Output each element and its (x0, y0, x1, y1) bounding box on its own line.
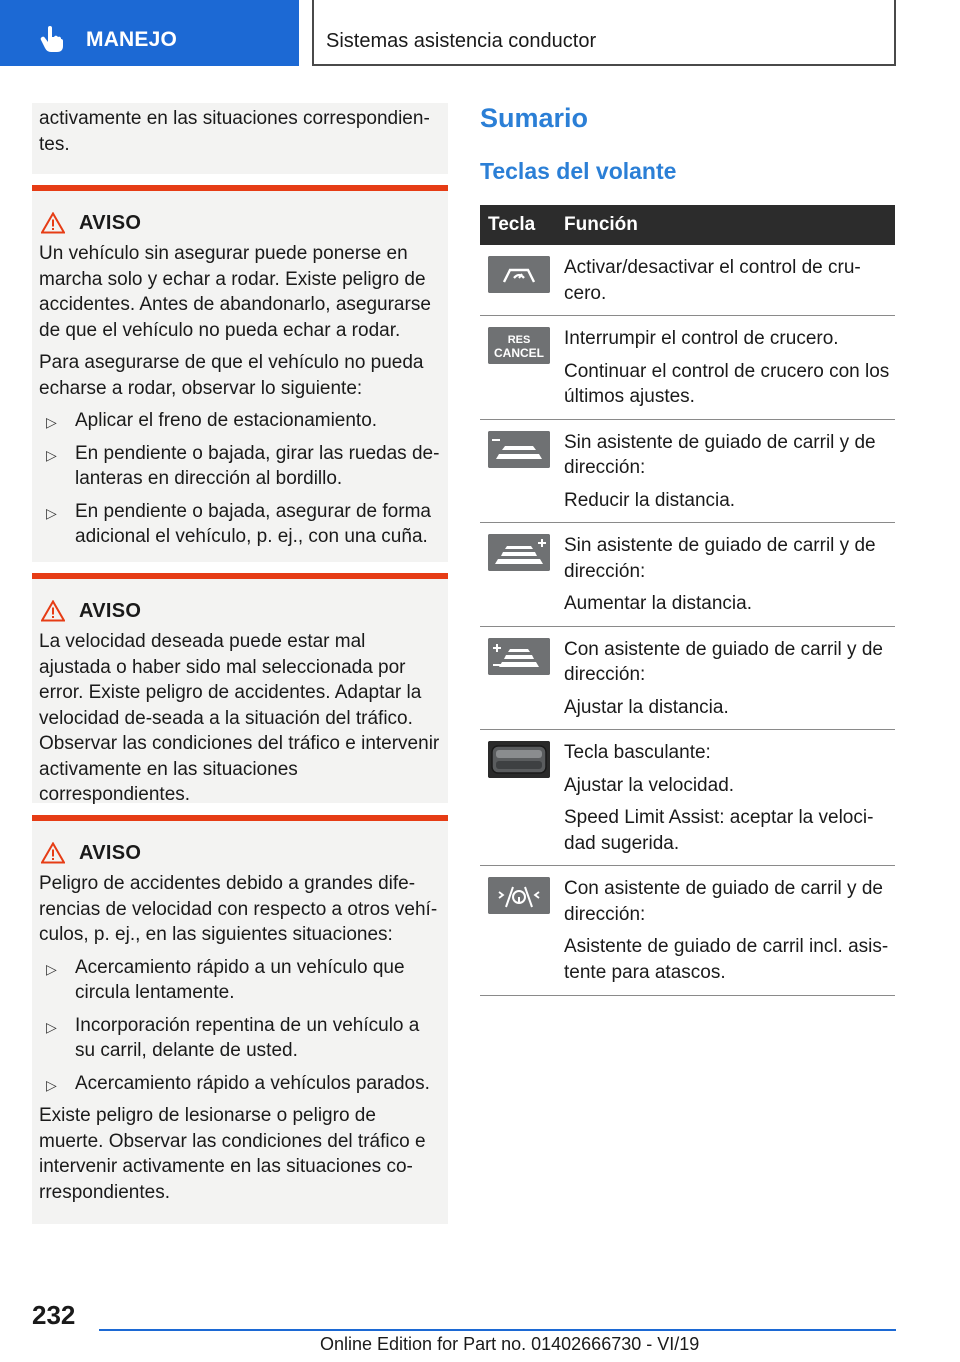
function-text: Con asistente de guiado de carril y de dirección: (564, 638, 883, 685)
list-item: ▷ Acercamiento rápido a vehículos parados. (39, 1071, 440, 1097)
warning-text: Existe peligro de lesionarse o peligro de muerte. Observar las condiciones del tráfico e intervenir activamente en las situaciones co-rrespondientes. (39, 1105, 426, 1203)
triangle-bullet-icon: ▷ (46, 414, 57, 430)
triangle-bullet-icon: ▷ (46, 1018, 57, 1035)
triangle-bullet-icon: ▷ (46, 1076, 57, 1093)
continued-text: activamente en las situaciones correspondien-tes. (39, 108, 430, 155)
bullet-list (39, 408, 440, 550)
warning-box-1 (32, 185, 448, 562)
continued-text-box (32, 103, 448, 174)
triangle-bullet-icon: ▷ (46, 504, 57, 521)
function-text: Ajustar la velocidad. (564, 774, 735, 796)
svg-text:RES: RES (507, 334, 531, 346)
list-item: ▷ En pendiente o bajada, girar las ruedas de-lanteras en dirección al bordillo. (46, 442, 440, 489)
warning-box-2 (32, 573, 448, 803)
warning-heading (32, 593, 448, 629)
triangle-bullet-icon: ▷ (46, 446, 57, 463)
function-text: Speed Limit Assist: aceptar la veloci-dad sugerida. (564, 807, 874, 854)
warning-title: AVISO (79, 841, 142, 864)
triangle-bullet-icon: ▷ (46, 960, 57, 977)
warning-box-3 (32, 815, 448, 1224)
column-header-function: Función (564, 214, 638, 235)
list-item: ▷ Acercamiento rápido a un vehículo que circula lentamente. (46, 956, 405, 1003)
table-row (480, 866, 895, 996)
table-row (480, 420, 895, 524)
warning-triangle-icon (41, 212, 65, 234)
function-text: Tecla basculante: (564, 742, 711, 763)
function-text: Activar/desactivar el control de cru-cero. (564, 257, 861, 304)
list-item: ▷ Incorporación repentina de un vehículo a su carril, delante de usted. (46, 1014, 420, 1061)
cruise-control-icon (488, 256, 550, 293)
section-title: Sistemas asistencia conductor (326, 30, 597, 52)
lane-assist-icon (488, 877, 550, 914)
list-item: ▷ Aplicar el freno de estacionamiento. (39, 408, 440, 434)
function-text: Asistente de guiado de carril incl. asis-tente para atascos. (564, 936, 889, 983)
table-row (480, 245, 895, 316)
warning-text: Peligro de accidentes debido a grandes dife-rencias de velocidad con respecto a otros vehí-culos, p. ej., en las siguientes situaciones: (39, 873, 438, 945)
section-tab-label: MANEJO (86, 28, 178, 51)
warning-text: La velocidad deseada puede estar mal ajustada o haber sido mal seleccionada por error. Existe peligro de accidentes. Adaptar la velocidad de-seada a la situación del tráfico. Observar las condiciones del tráfico e intervenir activamente en las situaciones correspondientes. (39, 631, 440, 805)
distance-minus-icon (488, 431, 550, 468)
warning-heading (32, 205, 448, 241)
bullet-list (39, 955, 440, 1097)
function-text: Sin asistente de guiado de carril y de dirección: (564, 535, 876, 582)
warning-text: Para asegurarse de que el vehículo no pueda echarse a rodar, observar lo siguiente: (39, 352, 424, 399)
distance-plus-icon (488, 534, 550, 571)
svg-text:CANCEL: CANCEL (494, 346, 544, 360)
function-text: Ajustar la distancia. (564, 696, 729, 718)
table-row (480, 316, 895, 420)
footer-rule (99, 1329, 896, 1331)
res-cancel-icon (488, 327, 550, 364)
function-text: Reducir la distancia. (564, 489, 736, 511)
function-text: Interrumpir el control de crucero. (564, 328, 839, 349)
table-row (480, 730, 895, 866)
warning-triangle-icon (41, 600, 65, 622)
warning-text: Un vehículo sin asegurar puede ponerse en marcha solo y echar a rodar. Existe peligro de accidentes. Antes de abandonarlo, asegurarse de que el vehículo no pueda echar a rodar. (39, 243, 431, 341)
distance-adjust-icon (488, 638, 550, 675)
function-text: Sin asistente de guiado de carril y de dirección: (564, 431, 876, 478)
warning-triangle-icon (41, 842, 65, 864)
steering-wheel-buttons-table (480, 205, 895, 996)
column-header-key: Tecla (488, 214, 536, 235)
section-tab[interactable] (0, 0, 299, 66)
table-header (480, 205, 895, 245)
table-row (480, 523, 895, 627)
section-heading: Sumario (480, 103, 589, 133)
table-row (480, 627, 895, 731)
rocker-switch-icon (488, 741, 550, 778)
warning-title: AVISO (79, 599, 142, 622)
function-text: Continuar el control de crucero con los últimos ajustes. (564, 360, 890, 407)
warning-heading (32, 835, 448, 871)
page-number: 232 (32, 1300, 76, 1330)
edition-text: Online Edition for Part no. 01402666730 - VI/19 (320, 1334, 700, 1354)
warning-title: AVISO (79, 211, 142, 234)
list-item: ▷ En pendiente o bajada, asegurar de forma adicional el vehículo, p. ej., con una cuña. (46, 500, 431, 547)
function-text: Con asistente de guiado de carril y de dirección: (564, 878, 883, 925)
section-header (312, 0, 896, 66)
subsection-heading: Teclas del volante (480, 158, 677, 184)
hand-icon (40, 26, 64, 52)
function-text: Aumentar la distancia. (564, 593, 752, 614)
